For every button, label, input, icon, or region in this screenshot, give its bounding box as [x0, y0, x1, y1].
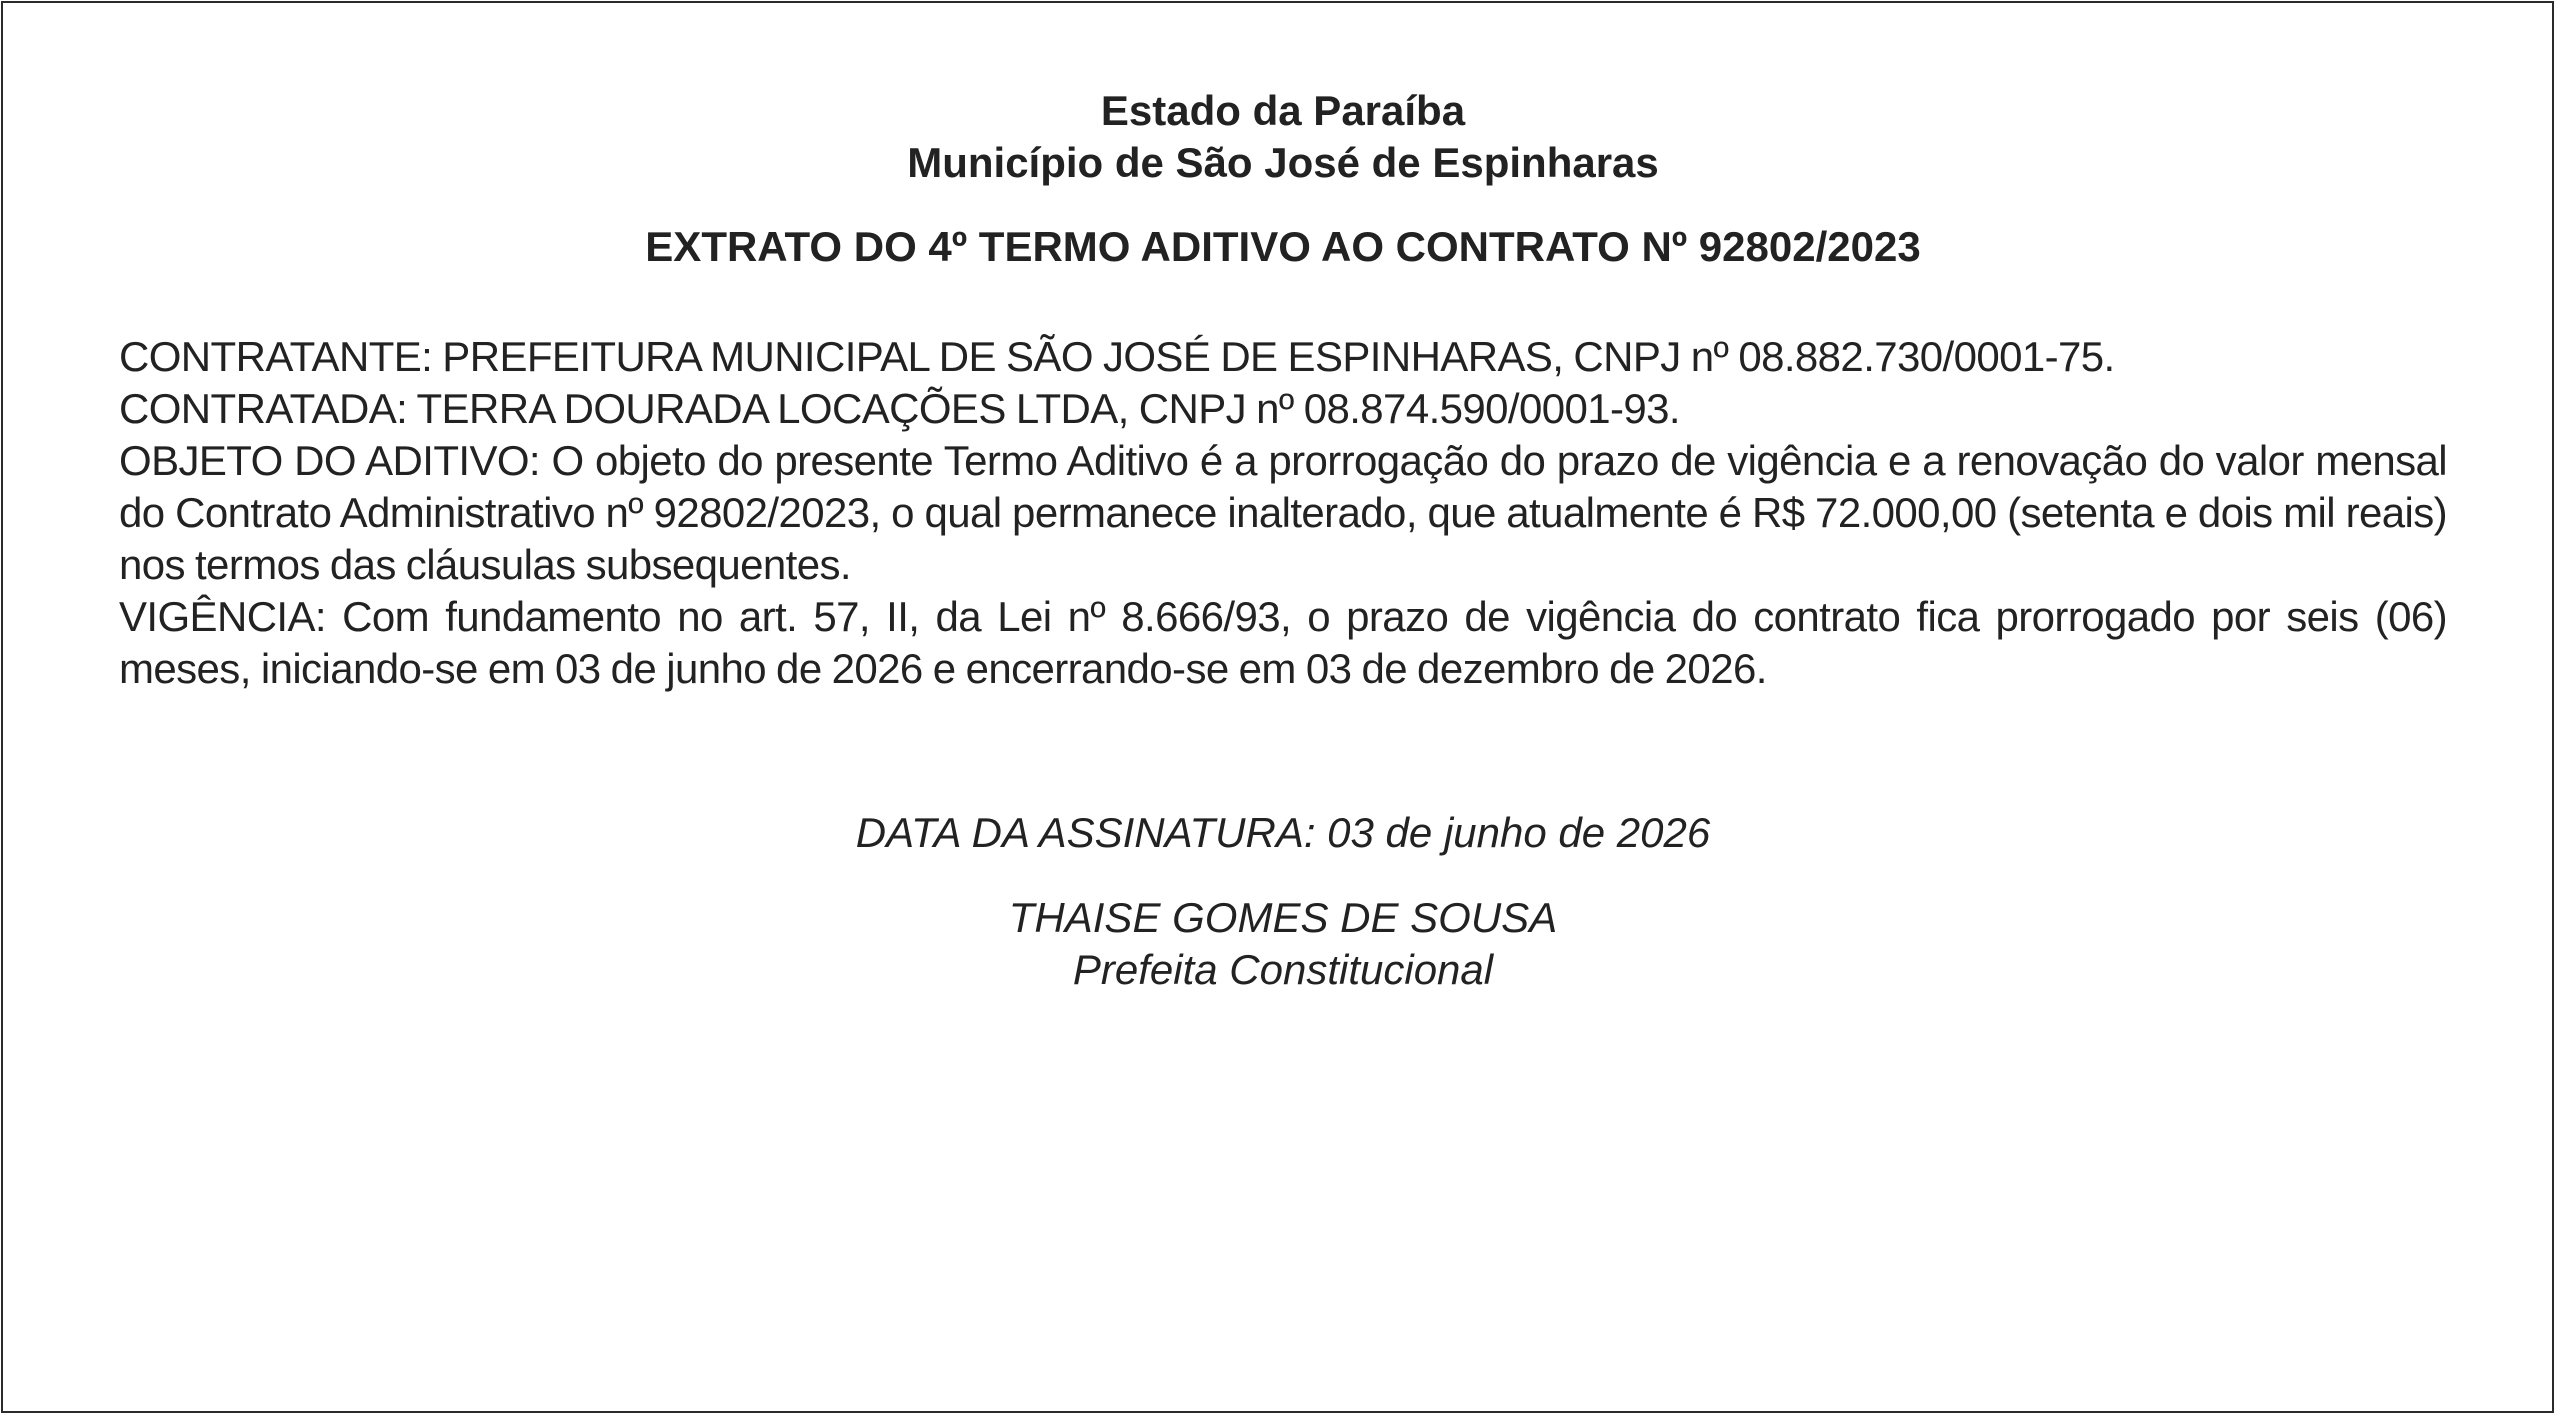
signer-role: Prefeita Constitucional — [1072, 946, 1494, 993]
state-heading: Estado da Paraíba — [1100, 87, 1466, 134]
document-title: EXTRATO DO 4º TERMO ADITIVO AO CONTRATO Nº 92802/2023 — [645, 223, 1921, 270]
document-body — [119, 331, 2447, 695]
contratante-paragraph: CONTRATANTE: PREFEITURA MUNICIPAL DE SÃO JOSÉ DE ESPINHARAS, CNPJ nº 08.882.730/0001-75. — [119, 333, 2115, 380]
objeto-paragraph: OBJETO DO ADITIVO: O objeto do presente Termo Aditivo é a prorrogação do prazo de vigência e a renovação do valor mensal do Contrato Administrativo nº 92802/2023, o qual permanece inalterado, que atualmente é R$ 72.000,00 (setenta e dois mil reais) nos termos das cláusulas subsequentes. — [119, 437, 2447, 588]
contratada-paragraph: CONTRATADA: TERRA DOURADA LOCAÇÕES LTDA, CNPJ nº 08.874.590/0001-93. — [119, 385, 1680, 432]
signature-date: DATA DA ASSINATURA: 03 de junho de 2026 — [855, 809, 1711, 856]
signer-name: THAISE GOMES DE SOUSA — [1008, 894, 1558, 941]
document-content — [119, 85, 2447, 996]
document-frame — [1, 1, 2554, 1413]
municipality-heading: Município de São José de Espinharas — [907, 139, 1659, 186]
vigencia-paragraph: VIGÊNCIA: Com fundamento no art. 57, II, da Lei nº 8.666/93, o prazo de vigência do contrato fica prorrogado por seis (06) meses, iniciando-se em 03 de junho de 2026 e encerrando-se em 03 de dezembro de 2026. — [119, 593, 2447, 692]
